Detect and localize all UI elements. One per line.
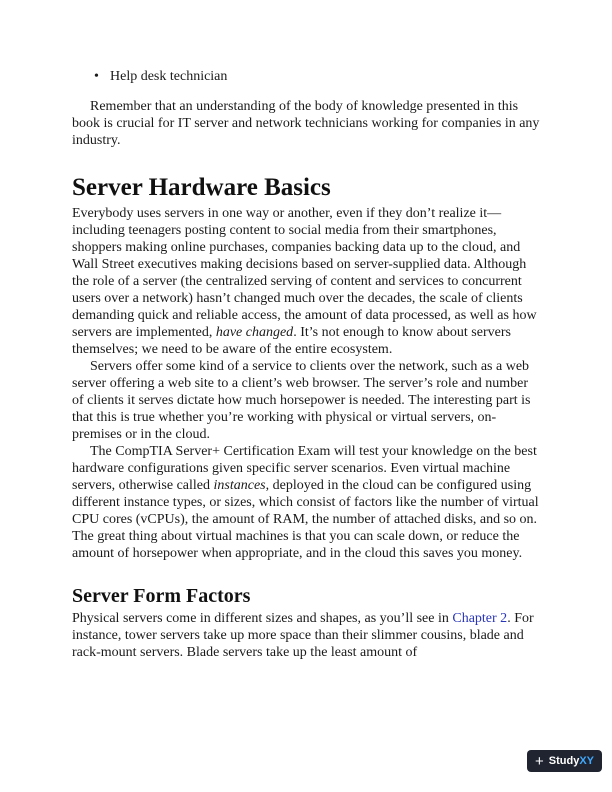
intro-paragraph: Remember that an understanding of the body of knowledge presented in this book is crucial for IT server and network technicians working for companies in any industry.	[72, 99, 540, 148]
emphasis-text: instances	[213, 478, 266, 493]
subsection-paragraph-1	[72, 610, 542, 661]
paragraph-text: Everybody uses servers in one way or another, even if they don’t realize it—including teenagers posting content to social media from their smartphones, shoppers making online purchases, companies backing data up to the cloud, and Wall Street executives making decisions based on server-supplied data. Although the role of a server (the centralized serving of content and services to concurrent users over a network) hasn’t changed much over the decades, the scale of clients demanding quick and reliable access, the amount of data processed, as well as how servers are implemented,	[72, 206, 537, 340]
emphasis-text: have changed	[215, 325, 294, 340]
paragraph-text: . For instance, tower servers take up more space than their slimmer cousins, blade and rack-mount servers. Blade servers take up the least amount of	[72, 611, 534, 660]
paragraph-text: , deployed in the cloud can be configured using different instance types, or sizes, which consist of factors like the number of virtual CPU cores (vCPUs), the amount of RAM, the number of attached disks, and so on. The great thing about virtual machines is that you can scale down, or reduce the amount of horsepower when appropriate, and in the cloud this saves you money.	[72, 478, 539, 561]
brand-text-study: Study	[548, 755, 580, 767]
page-content	[72, 68, 542, 661]
brand-text	[549, 755, 594, 767]
paragraph-text: The CompTIA Server+ Certification Exam will test your knowledge on the best hardware configurations given specific server scenarios. Even virtual machine servers, otherwise called	[72, 444, 537, 493]
list-item-text: Help desk technician	[110, 69, 228, 84]
bullet-list	[72, 68, 542, 85]
paragraph-text: . It’s not enough to know about servers themselves; we need to be aware of the entire ecosystem.	[72, 325, 511, 357]
section-paragraph-1	[72, 205, 542, 358]
plus-icon: +	[534, 752, 544, 770]
brand-text-xy: XY	[579, 755, 594, 767]
list-item	[72, 68, 542, 85]
bullet-icon: •	[94, 69, 99, 84]
studyxy-watermark	[527, 750, 602, 772]
section-heading: Server Hardware Basics	[72, 174, 331, 201]
chapter-2-link[interactable]: Chapter 2	[452, 611, 508, 626]
section-paragraph-3	[72, 443, 542, 562]
subsection-heading: Server Form Factors	[72, 585, 251, 607]
section-paragraph-2: Servers offer some kind of a service to clients over the network, such as a web server offering a web site to a client’s web browser. The server’s role and number of clients it serves dictate how much horsepower is needed. The interesting part is that this is true whether you’re working with physical or virtual servers, on-premises or in the cloud.	[72, 359, 531, 442]
paragraph-text: Physical servers come in different sizes and shapes, as you’ll see in	[72, 611, 453, 626]
